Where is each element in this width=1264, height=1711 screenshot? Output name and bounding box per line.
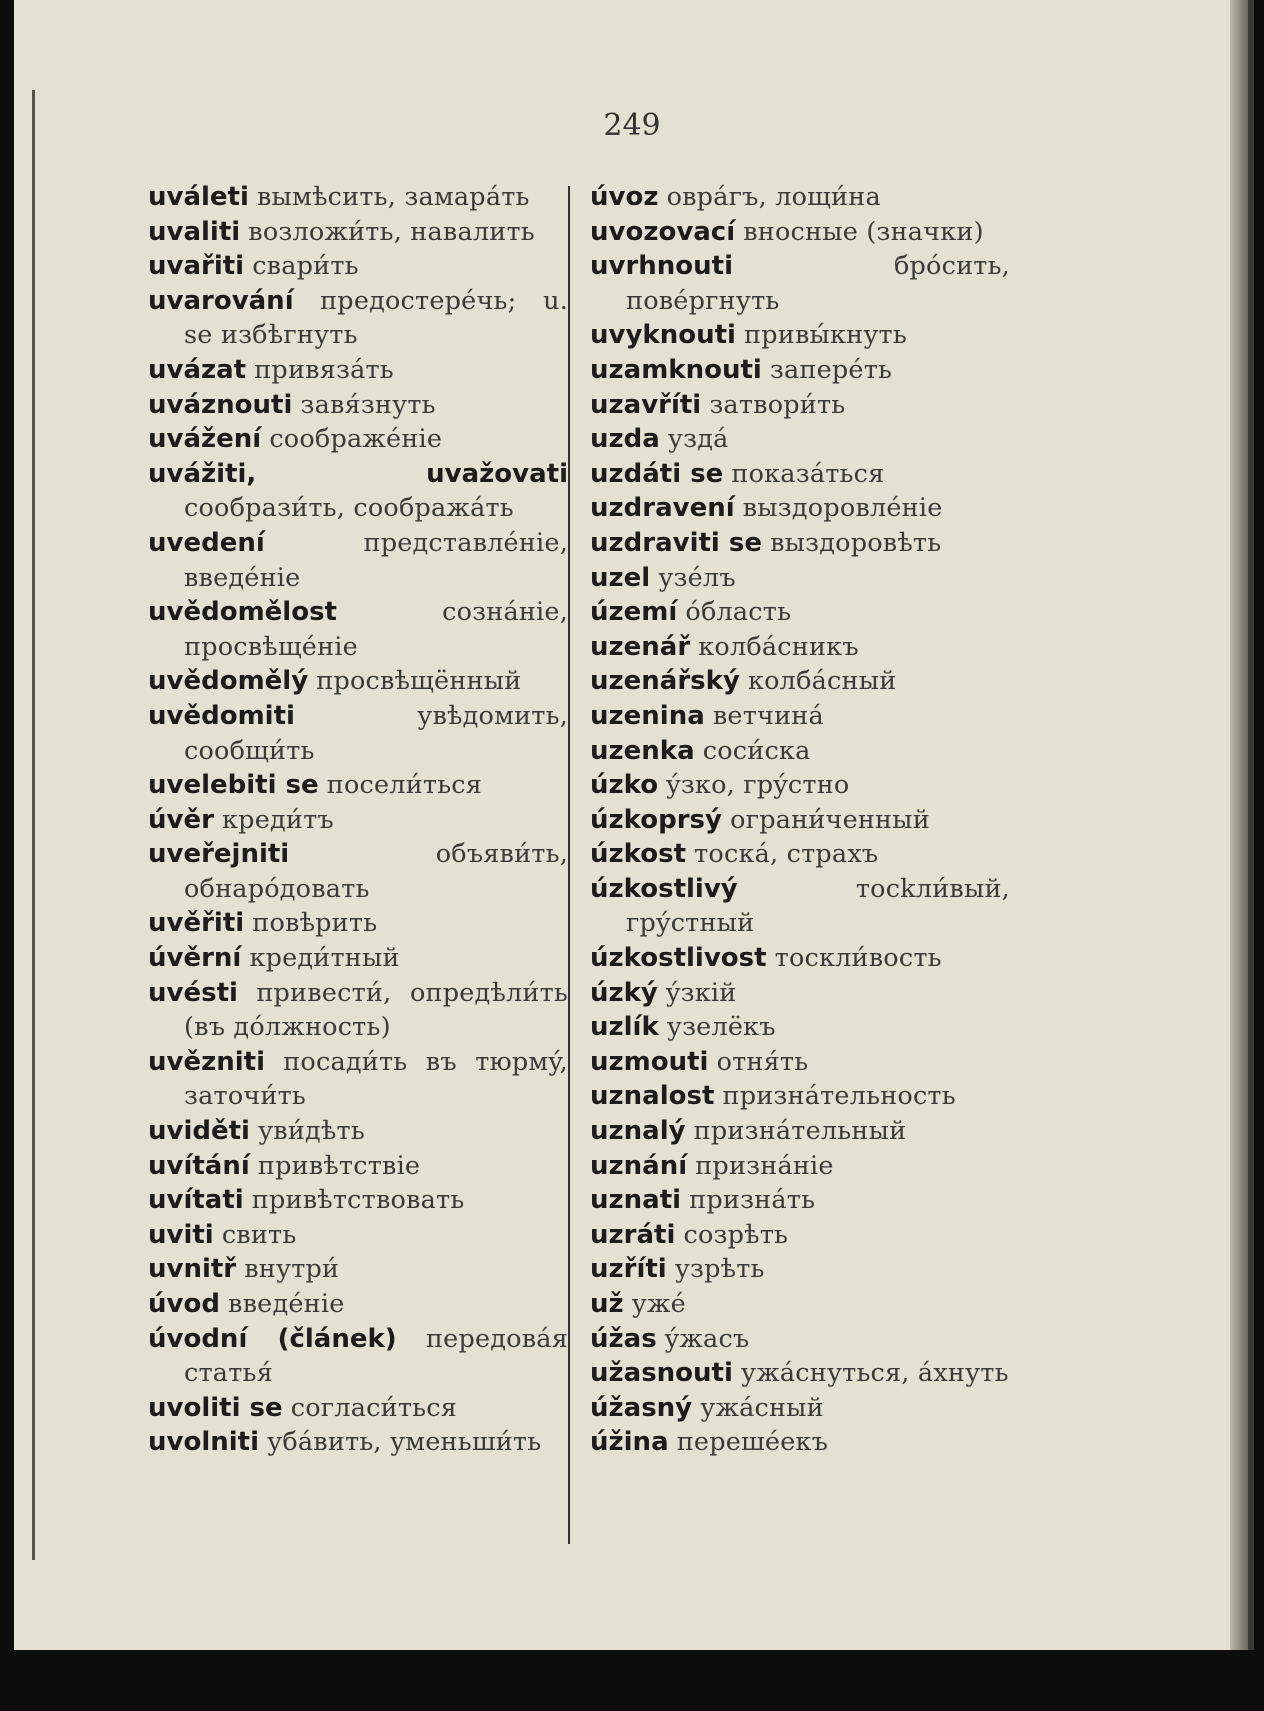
dictionary-entry [148, 803, 568, 838]
entry-translation: тоскли́вость [774, 943, 942, 974]
entry-headword: uvážiti, uvažovati [148, 458, 568, 489]
dictionary-entry [590, 561, 1010, 596]
entry-headword: užasnouti [590, 1358, 733, 1389]
entry-headword: uvaliti [148, 216, 241, 247]
entry-translation: сознáніе, просвѣщéніе [184, 597, 568, 662]
dictionary-entry [148, 1149, 568, 1184]
entry-headword: uveřejniti [148, 839, 290, 870]
entry-headword: uzlík [590, 1012, 659, 1043]
entry-headword: uvésti [148, 977, 238, 1008]
entry-headword: uvědomiti [148, 700, 295, 731]
entry-translation: передовáя статья́ [184, 1323, 568, 1389]
entry-translation: увѣдомить, сообщи́ть [184, 700, 568, 766]
entry-headword: uvrhnouti [590, 251, 734, 282]
entry-headword: uviděti [148, 1116, 250, 1147]
entry-translation: выздоровлéніе [742, 493, 943, 524]
dictionary-entry [590, 1010, 1010, 1045]
entry-headword: uzříti [590, 1254, 667, 1285]
dictionary-entry [148, 215, 568, 250]
entry-translation: ветчинá [712, 700, 824, 731]
entry-translation: оврáгъ, лощи́на [666, 182, 881, 212]
entry-headword: uznati [590, 1185, 682, 1216]
dictionary-entry [590, 1391, 1010, 1426]
entry-headword: uváznouti [148, 389, 293, 420]
entry-translation: представлéніе, введéніе [184, 527, 568, 593]
entry-translation: соображéніе [269, 424, 443, 455]
entry-translation: перешéекъ [676, 1427, 829, 1458]
dictionary-entry [148, 976, 568, 1045]
dictionary-entry [590, 1287, 1010, 1322]
dictionary-entry [590, 388, 1010, 423]
entry-translation: убáвить, уменьши́ть [267, 1427, 542, 1458]
dictionary-entry [590, 491, 1010, 526]
entry-headword: uvozovací [590, 216, 736, 247]
entry-translation: посели́ться [326, 770, 483, 801]
entry-translation: внутри́ [244, 1254, 340, 1285]
dictionary-entry [148, 768, 568, 803]
entry-headword: úvoz [590, 182, 659, 212]
entry-headword: uvážení [148, 424, 262, 455]
dictionary-entry [590, 1149, 1010, 1184]
entry-headword: uviti [148, 1219, 214, 1250]
dictionary-entry [148, 526, 568, 595]
entry-headword: uvolniti [148, 1427, 259, 1458]
entry-translation: свить [221, 1219, 297, 1250]
dictionary-entry [590, 215, 1010, 250]
entry-translation: креди́тъ [222, 804, 334, 835]
right-column [590, 180, 1010, 1460]
entry-translation: сообрази́ть, соображáть [184, 493, 514, 524]
dictionary-entry [148, 1045, 568, 1114]
entry-translation: показáться [731, 458, 885, 489]
entry-translation: привѣтствіе [257, 1150, 421, 1181]
dictionary-entry [590, 768, 1010, 803]
dictionary-entry [590, 1218, 1010, 1253]
entry-headword: uvědomělý [148, 666, 309, 697]
entry-translation: согласи́ться [290, 1392, 457, 1423]
dictionary-entry [148, 284, 568, 353]
entry-translation: узрѣть [674, 1254, 765, 1285]
entry-translation: óбласть [685, 597, 792, 628]
dictionary-entry [590, 526, 1010, 561]
entry-translation: вымѣсить, замарáть [257, 182, 530, 212]
dictionary-entry [148, 1183, 568, 1218]
dictionary-entry [148, 906, 568, 941]
entry-headword: úvěrní [148, 943, 242, 974]
dictionary-entry [590, 837, 1010, 872]
entry-headword: úzko [590, 770, 659, 801]
entry-translation: узéлъ [658, 562, 736, 593]
entry-translation: посади́ть въ тюрмý, заточи́ть [184, 1046, 568, 1112]
entry-translation: колбáсный [747, 666, 897, 697]
dictionary-entry [148, 664, 568, 699]
page-right-edge [1230, 0, 1248, 1650]
entry-headword: úzkostlivost [590, 943, 767, 974]
entry-translation: ýзкій [666, 977, 737, 1008]
entry-translation: свари́ть [252, 251, 359, 282]
entry-translation: выздоровѣть [770, 527, 942, 558]
entry-translation: введéніе [228, 1289, 345, 1319]
entry-translation: привязáть [254, 354, 394, 385]
entry-headword: uvězniti [148, 1046, 265, 1077]
entry-headword: uváleti [148, 182, 249, 212]
dictionary-entry [148, 1114, 568, 1149]
entry-headword: úžas [590, 1323, 657, 1354]
entry-headword: úzkoprsý [590, 804, 722, 835]
entry-headword: uvoliti se [148, 1392, 283, 1423]
entry-headword: uzráti [590, 1219, 676, 1250]
entry-translation: повѣрить [252, 908, 378, 939]
dictionary-entry [590, 664, 1010, 699]
dictionary-entry [590, 180, 1010, 215]
entry-translation: уви́дѣть [258, 1116, 365, 1147]
dictionary-entry [148, 388, 568, 423]
page-number: 249 [603, 108, 661, 143]
dictionary-entry [148, 1218, 568, 1253]
dictionary-entry [590, 422, 1010, 457]
entry-translation: созрѣть [683, 1219, 789, 1250]
entry-translation: узелёкъ [666, 1012, 776, 1043]
entry-headword: uzamknouti [590, 354, 762, 385]
entry-translation: объяви́ть, обнарóдовать [184, 839, 568, 904]
entry-translation: просвѣщённый [316, 666, 522, 697]
entry-headword: uzenář [590, 631, 691, 662]
entry-headword: uznalý [590, 1116, 686, 1147]
entry-translation: затвори́ть [709, 389, 846, 420]
entry-headword: uzenářský [590, 666, 740, 697]
binding-edge-line [32, 90, 35, 1560]
entry-headword: uznání [590, 1150, 688, 1181]
dictionary-entry [148, 699, 568, 768]
dictionary-entry [148, 941, 568, 976]
entry-headword: uvnitř [148, 1254, 237, 1285]
entry-headword: uzavříti [590, 389, 702, 420]
entry-translation: колбáсникъ [698, 631, 859, 662]
dictionary-entry [590, 1356, 1010, 1391]
entry-headword: uvázat [148, 354, 247, 385]
entry-translation: заперéть [769, 354, 893, 385]
entry-translation: привѣтствовать [251, 1185, 465, 1216]
entry-translation: соси́ска [702, 735, 811, 766]
dictionary-entry [590, 1045, 1010, 1080]
entry-translation: уздá [667, 424, 729, 455]
entry-headword: úvod [148, 1289, 220, 1319]
entry-translation: признáтельность [722, 1081, 956, 1112]
dictionary-entry [590, 1079, 1010, 1114]
entry-headword: úvěr [148, 804, 214, 835]
entry-headword: uvítání [148, 1150, 250, 1181]
entry-headword: uvítati [148, 1185, 244, 1216]
entry-translation: брóсить, повéргнуть [626, 251, 1010, 316]
entry-translation: привести́, опредѣли́ть (въ дóлжность) [184, 977, 569, 1043]
dictionary-entry [590, 1252, 1010, 1287]
dictionary-entry [590, 941, 1010, 976]
dictionary-entry [148, 1287, 568, 1322]
entry-headword: uvelebiti se [148, 770, 319, 801]
dictionary-entry [148, 1425, 568, 1460]
entry-headword: uzda [590, 424, 660, 455]
entry-translation: признáтельный [693, 1116, 907, 1147]
dictionary-entry [590, 1114, 1010, 1149]
dictionary-entry [590, 630, 1010, 665]
dictionary-entry [590, 734, 1010, 769]
dictionary-entry [148, 1322, 568, 1391]
dictionary-entry [590, 1322, 1010, 1357]
entry-translation: ужé [631, 1289, 686, 1319]
entry-translation: вносные (значки) [743, 216, 984, 247]
column-divider [568, 186, 570, 1544]
dictionary-entry [148, 249, 568, 284]
entry-translation: ужáсный [700, 1392, 824, 1423]
dictionary-entry [148, 1391, 568, 1426]
entry-translation: признáніе [695, 1150, 834, 1181]
entry-headword: uvarování [148, 285, 294, 316]
dictionary-entry [148, 353, 568, 388]
entry-headword: uvyknouti [590, 320, 736, 351]
entry-headword: uzdravení [590, 493, 735, 524]
entry-headword: uzel [590, 562, 651, 593]
entry-headword: úvodní (článek) [148, 1323, 397, 1354]
entry-headword: uzdraviti se [590, 527, 762, 558]
dictionary-entry [148, 595, 568, 664]
dictionary-entry [148, 457, 568, 526]
entry-translation: ограни́ченный [730, 804, 930, 835]
entry-headword: už [590, 1289, 624, 1319]
entry-translation: тосkли́вый, грýстный [626, 873, 1010, 939]
entry-translation: ужáснуться, áхнуть [741, 1358, 1009, 1389]
dictionary-entry [590, 803, 1010, 838]
entry-headword: uznalost [590, 1081, 715, 1112]
entry-headword: uvědomělost [148, 597, 337, 628]
dictionary-entry [590, 872, 1010, 941]
entry-headword: úžasný [590, 1392, 693, 1423]
entry-headword: uzmouti [590, 1046, 709, 1077]
entry-translation: тоскá, страхъ [694, 839, 879, 870]
entry-headword: uvařiti [148, 251, 245, 282]
dictionary-entry [590, 457, 1010, 492]
entry-translation: возложи́ть, навалить [248, 216, 535, 247]
left-column [148, 180, 568, 1460]
entry-headword: území [590, 597, 678, 628]
entry-translation: признáть [689, 1185, 816, 1216]
dictionary-entry [590, 353, 1010, 388]
dictionary-entry [590, 249, 1010, 318]
dictionary-entry [148, 1252, 568, 1287]
dictionary-entry [590, 1425, 1010, 1460]
entry-translation: креди́тный [249, 943, 400, 974]
entry-headword: uvedení [148, 527, 265, 558]
dictionary-entry [590, 595, 1010, 630]
dictionary-entry [590, 1183, 1010, 1218]
dictionary-entry [148, 180, 568, 215]
entry-headword: uzenka [590, 735, 695, 766]
entry-headword: úzký [590, 977, 658, 1008]
entry-translation: завя́знуть [300, 389, 436, 420]
entry-headword: úzkostlivý [590, 873, 738, 904]
entry-headword: úzkost [590, 839, 687, 870]
dictionary-entry [590, 976, 1010, 1011]
dictionary-entry [590, 318, 1010, 353]
entry-translation: ýзко, грýстно [666, 770, 850, 801]
dictionary-entry [148, 422, 568, 457]
entry-headword: uzdáti se [590, 458, 724, 489]
entry-headword: úžina [590, 1427, 669, 1458]
dictionary-entry [148, 837, 568, 906]
entry-headword: uzenina [590, 700, 705, 731]
dictionary-entry [590, 699, 1010, 734]
entry-translation: ýжасъ [664, 1323, 750, 1354]
entry-translation: предостерéчь; u. se избѣгнуть [184, 285, 568, 351]
entry-translation: привы́кнуть [744, 320, 907, 351]
entry-translation: отня́ть [716, 1046, 809, 1077]
entry-headword: uvěřiti [148, 908, 245, 939]
